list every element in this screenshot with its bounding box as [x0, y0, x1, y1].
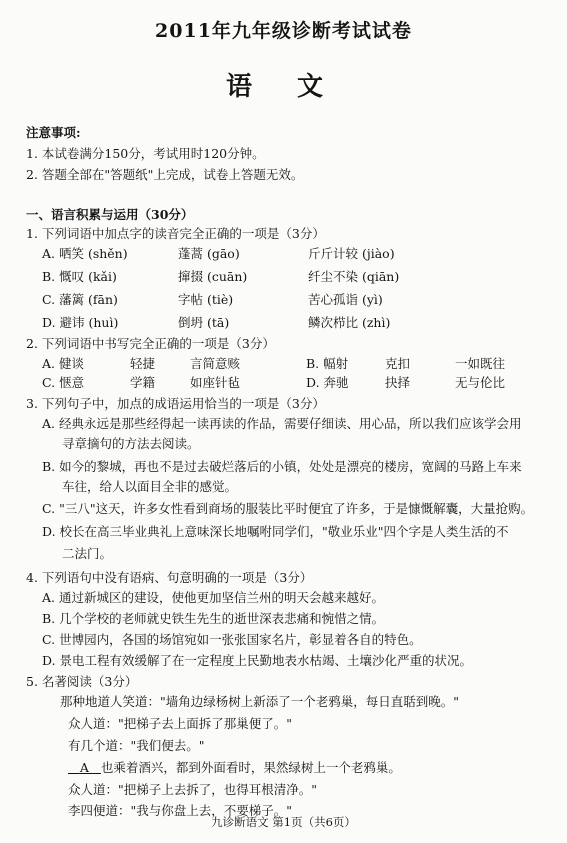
q1-option-d-3: 鳞次栉比 (zhì): [308, 315, 391, 330]
exam-title: 2011年九年级诊断考试试卷: [155, 20, 412, 42]
q5-passage-line: [68, 760, 401, 776]
notes-item: 1. 本试卷满分150分，考试用时120分钟。: [26, 146, 265, 161]
notes-item: 2. 答题全部在"答题纸"上完成，试卷上答题无效。: [26, 167, 304, 182]
q5-passage-line: 李四便道："我与你盘上去，不要梯子。": [68, 803, 292, 818]
q5-passage-text: 也乘着酒兴，都到外面看时，果然绿树上一个老鸦巢。: [100, 760, 401, 775]
q1-option-d-2: 倒坍 (tā): [178, 315, 230, 330]
q1-option-d-1: D. 避讳 (huì): [42, 315, 119, 330]
q1-option-a-2: 蓬蒿 (gāo): [178, 246, 240, 261]
q5-passage-line: 众人道："把梯子上去拆了，也得耳根清净。": [68, 782, 317, 797]
q2-option: 无与伦比: [455, 375, 506, 390]
q1-option-a-3: 斤斤计较 (jiào): [308, 246, 395, 261]
page-footer: 九诊断语文 第1页（共6页）: [211, 815, 356, 829]
question-4-stem: 4. 下列语句中没有语病、句意明确的一项是（3分）: [26, 570, 313, 585]
q5-passage-line: 众人道："把梯子去上面拆了那巢便了。": [68, 716, 292, 731]
q5-blank: [68, 760, 101, 775]
question-1-stem: 1. 下列词语中加点字的读音完全正确的一项是（3分）: [26, 226, 325, 241]
q1-option-b-2: 撺掇 (cuān): [178, 269, 248, 284]
q3-line: 车往，给人以面目全非的感觉。: [62, 479, 238, 494]
q1-option-c-3: 苦心孤诣 (yì): [308, 292, 383, 307]
subject-title: 语 文: [225, 72, 342, 102]
q2-option: 克扣: [385, 356, 411, 371]
section-heading: 一、语言积累与运用（30分）: [26, 207, 194, 222]
q2-option: 轻捷: [130, 356, 156, 371]
question-3-stem: 3. 下列句子中，加点的成语运用恰当的一项是（3分）: [26, 396, 325, 411]
q4-line: A. 通过新城区的建设，使他更加坚信兰州的明天会越来越好。: [42, 590, 384, 605]
q1-option-a-1: A. 哂笑 (shěn): [42, 246, 128, 261]
q2-option: C. 惬意: [42, 375, 85, 390]
q2-option: 如座针毡: [190, 375, 241, 390]
q3-line: 二法门。: [62, 546, 113, 561]
q3-line: A. 经典永远是那些经得起一读再读的作品，需要仔细读、用心品，所以我们应该学会用: [42, 416, 522, 431]
q1-option-c-2: 字帖 (tiè): [178, 292, 234, 307]
q2-option: B. 幅射: [306, 356, 349, 371]
q2-option: 一如既往: [455, 356, 506, 371]
q4-line: B. 几个学校的老师就史铁生先生的逝世深表悲痛和惋惜之情。: [42, 611, 385, 626]
q3-line: 寻章摘句的方法去阅读。: [62, 436, 200, 451]
q5-blank-label: A: [79, 760, 89, 775]
q2-option: 学籍: [130, 375, 156, 390]
notes-heading: 注意事项:: [26, 125, 81, 140]
q3-line: B. 如今的黎城，再也不是过去破烂落后的小镇，处处是漂亮的楼房，宽阔的马路上车来: [42, 459, 522, 474]
q2-option: 抉择: [385, 375, 411, 390]
q2-option: D. 奔驰: [306, 375, 349, 390]
q2-option: 言简意赅: [190, 356, 241, 371]
q5-passage-line: 那种地道人笑道："墙角边绿杨树上新添了一个老鸦巢，每日直聒到晚。": [60, 694, 460, 709]
q1-option-b-3: 纤尘不染 (qiān): [308, 269, 400, 284]
question-2-stem: 2. 下列词语中书写完全正确的一项是（3分）: [26, 336, 275, 351]
q5-passage-line: 有几个道："我们便去。": [68, 738, 205, 753]
q3-line: D. 校长在高三毕业典礼上意味深长地嘱咐同学们，"敬业乐业"四个字是人类生活的不: [42, 524, 509, 539]
q1-option-b-1: B. 慨叹 (kǎi): [42, 269, 117, 284]
question-5-stem: 5. 名著阅读（3分）: [26, 674, 138, 689]
q1-option-c-1: C. 藩篱 (fān): [42, 292, 118, 307]
q3-line: C. "三八"这天，许多女性看到商场的服装比平时便宜了许多，于是慷慨解囊，大量抢购。: [42, 501, 534, 516]
q4-line: C. 世博园内，各国的场馆宛如一张张国家名片，彰显着各自的特色。: [42, 632, 422, 647]
q4-line: D. 景电工程有效缓解了在一定程度上民勤地表水枯竭、土壤沙化严重的状况。: [42, 653, 473, 668]
q2-option: A. 健谈: [42, 356, 84, 371]
